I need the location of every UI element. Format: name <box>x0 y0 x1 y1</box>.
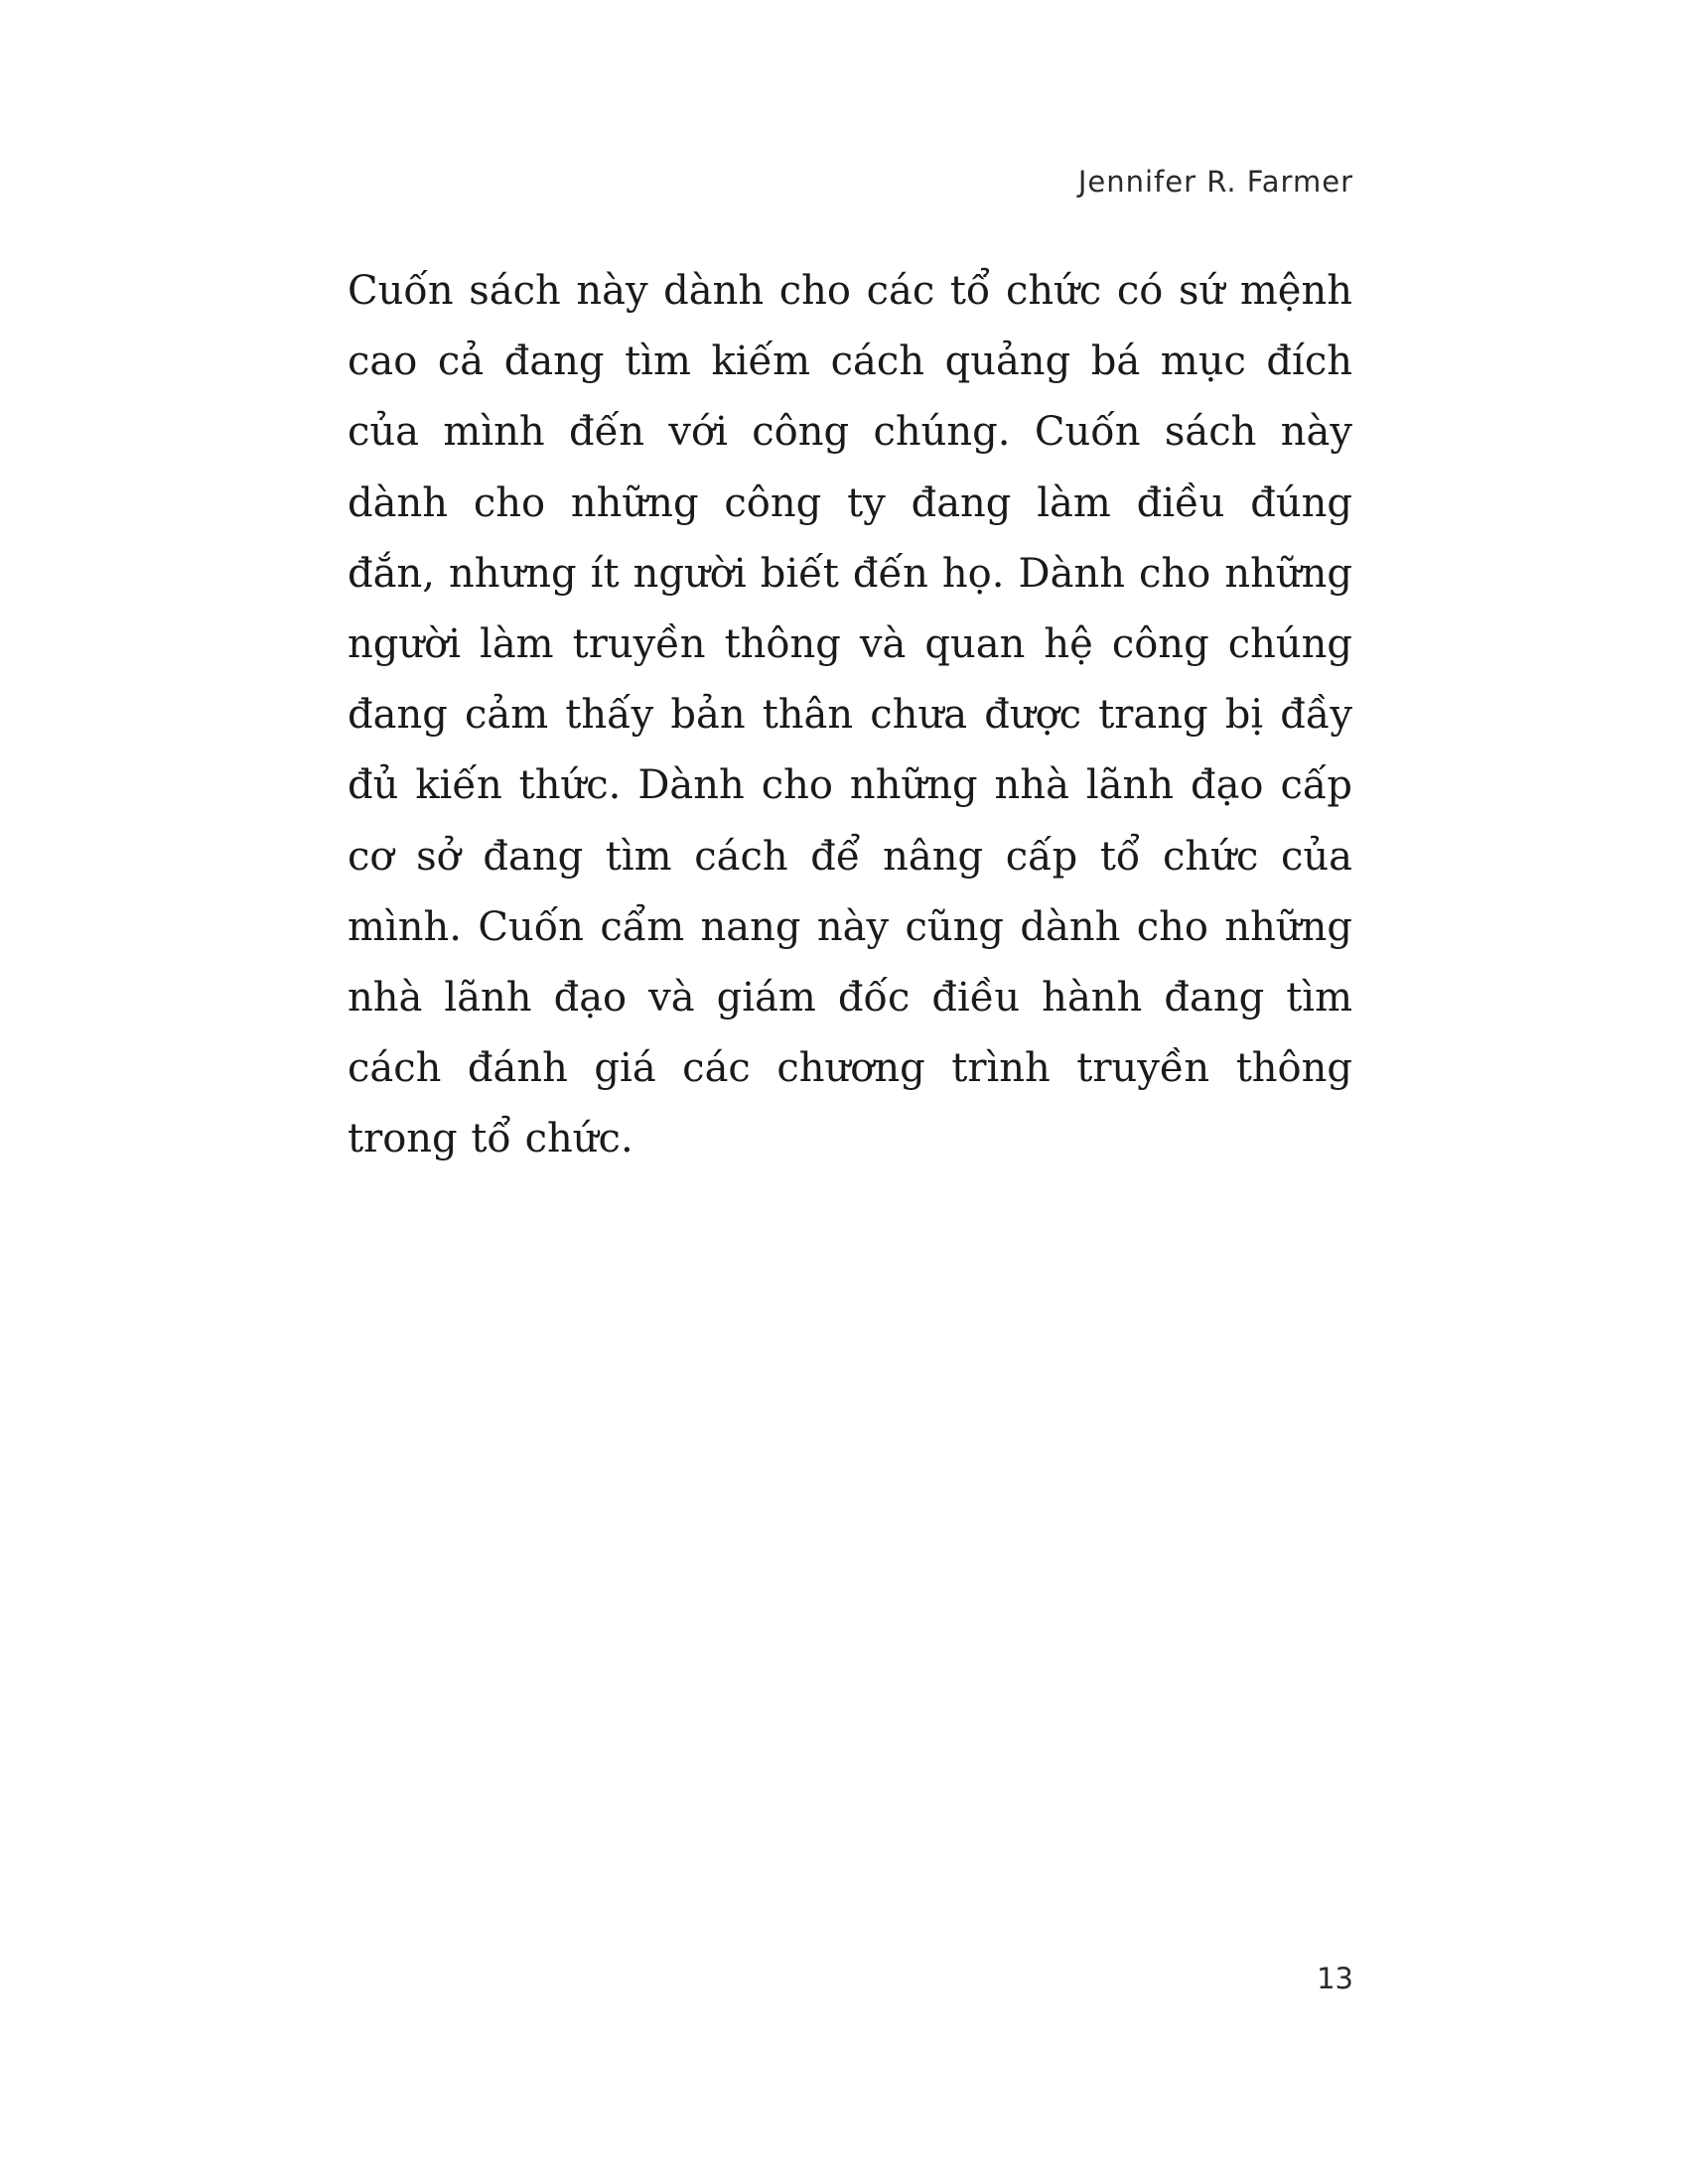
body-paragraph: Cuốn sách này dành cho các tổ chức có sứ mệnh cao cả đang tìm kiếm cách quảng bá mục đích của mình đến với công chúng. Cuốn sách này dành cho những công ty đang làm điều đúng đắn, nhưng ít người biết đến họ. Dành cho những người làm truyền thông và quan hệ công chúng đang cảm thấy bản thân chưa được trang bị đầy đủ kiến thức. Dành cho những nhà lãnh đạo cấp cơ sở đang tìm cách để nâng cấp tổ chức của mình. Cuốn cẩm nang này cũng dành cho những nhà lãnh đạo và giám đốc điều hành đang tìm cách đánh giá các chương trình truyền thông trong tổ chức. <box>348 268 1352 1162</box>
page-number: 13 <box>1317 1962 1353 1995</box>
running-header-author: Jennifer R. Farmer <box>1077 165 1353 199</box>
